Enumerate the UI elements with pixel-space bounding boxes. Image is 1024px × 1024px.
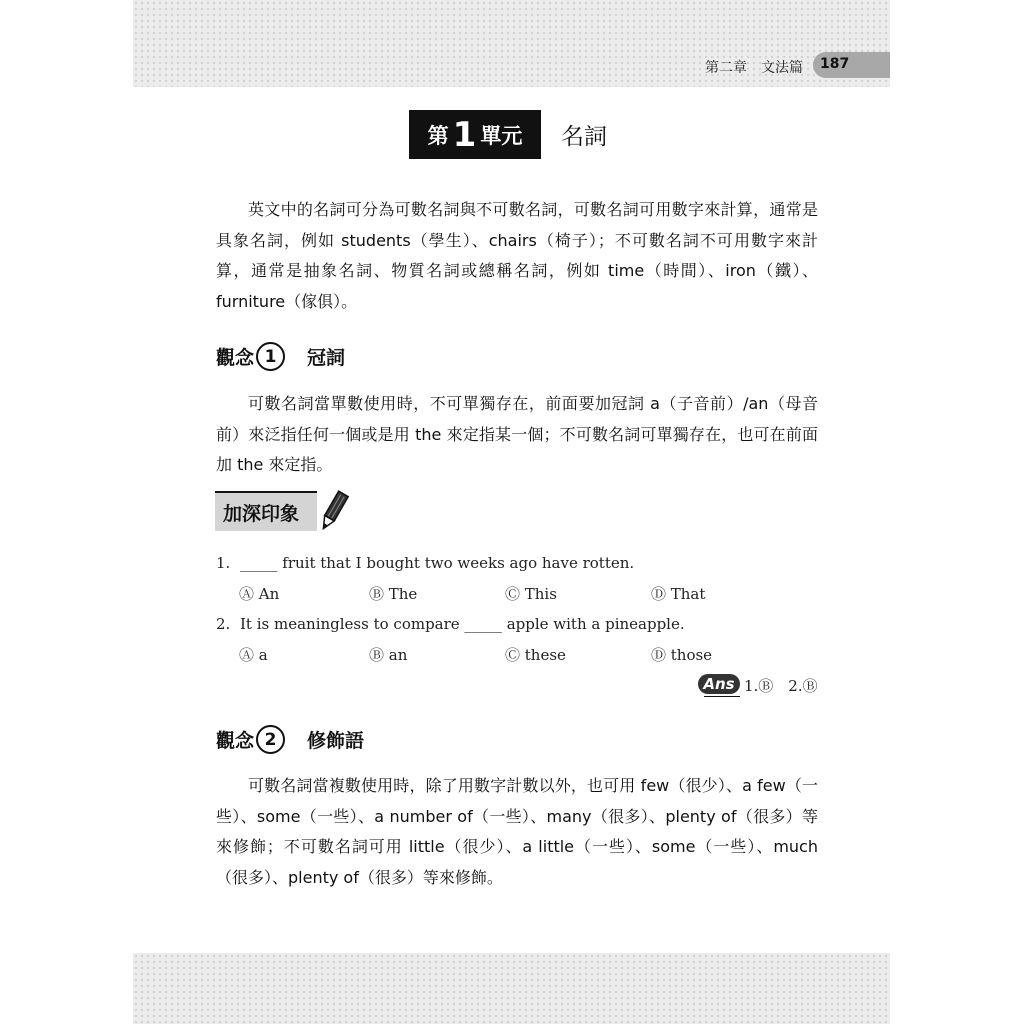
chapter-title: 第二章 文法篇 [705,60,803,76]
question-1-option-b: Ⓑ The [369,585,418,603]
question-2-option-d: Ⓓ those [651,646,713,664]
concept-1-paragraph [216,389,818,481]
deepen-impression-banner [215,489,351,533]
question-2-number: 2. [216,615,231,633]
answer-text: 1.Ⓑ 2.Ⓑ [744,677,818,695]
concept-2-text: 可數名詞當複數使用時，除了用數字計數以外，也可用 few（很少）、a few（一些）、some（一些）、a number of（一些）、many（很多）、plenty of（很多）等來修飾；不可數名詞可用 little（很少）、a little（一些）、some（一些）、much（很多）、plenty of（很多）等來修飾。 [216,776,818,887]
concept-1-title: 冠詞 [307,347,346,369]
page-number: 187 [820,56,850,72]
question-2-text: It is meaningless to compare _____ apple with a pineapple. [240,615,685,633]
question-1-option-c: Ⓒ This [505,585,557,603]
concept-2-paragraph [216,771,818,893]
unit-badge [409,110,541,159]
answer-badge-underline [704,696,740,697]
intro-text: 英文中的名詞可分為可數名詞與不可數名詞，可數名詞可用數字來計算，通常是具象名詞，例如 students（學生）、chairs（椅子）；不可數名詞不可用數字來計算，通常是抽象名詞、物質名詞或總稱名詞，例如 time（時間）、iron（鐵）、furniture（傢俱）。 [216,200,818,311]
concept-2-number: 2 [256,725,285,754]
question-2-option-b: Ⓑ an [369,646,408,664]
concept-2-heading [216,725,364,754]
concept-1-label: 觀念 [216,347,255,369]
question-1-option-d: Ⓓ That [651,585,706,603]
intro-paragraph [216,195,818,317]
answer-badge-label: Ans [703,675,735,693]
unit-suffix: 單元 [480,123,523,148]
unit-title: 名詞 [561,124,607,150]
unit-prefix: 第 [427,123,449,148]
concept-2-title: 修飾語 [307,730,365,752]
question-1-number: 1. [216,554,231,572]
concept-1-number: 1 [256,342,285,371]
unit-number: 1 [452,114,477,155]
footer-band [133,953,890,1024]
question-2-option-a: Ⓐ a [239,646,268,664]
deepen-label: 加深印象 [223,503,300,525]
concept-1-text: 可數名詞當單數使用時，不可單獨存在，前面要加冠詞 a（子音前）/an（母音前）來泛指任何一個或是用 the 來定指某一個；不可數名詞可單獨存在，也可在前面加 the 來定指。 [216,394,818,474]
question-2-option-c: Ⓒ these [505,646,566,664]
pencil-icon [315,489,351,533]
question-1-text: _____ fruit that I bought two weeks ago have rotten. [240,554,635,572]
concept-1-heading [216,342,345,371]
question-1-option-a: Ⓐ An [239,585,280,603]
concept-2-label: 觀念 [216,730,255,752]
answer-badge [698,674,740,694]
